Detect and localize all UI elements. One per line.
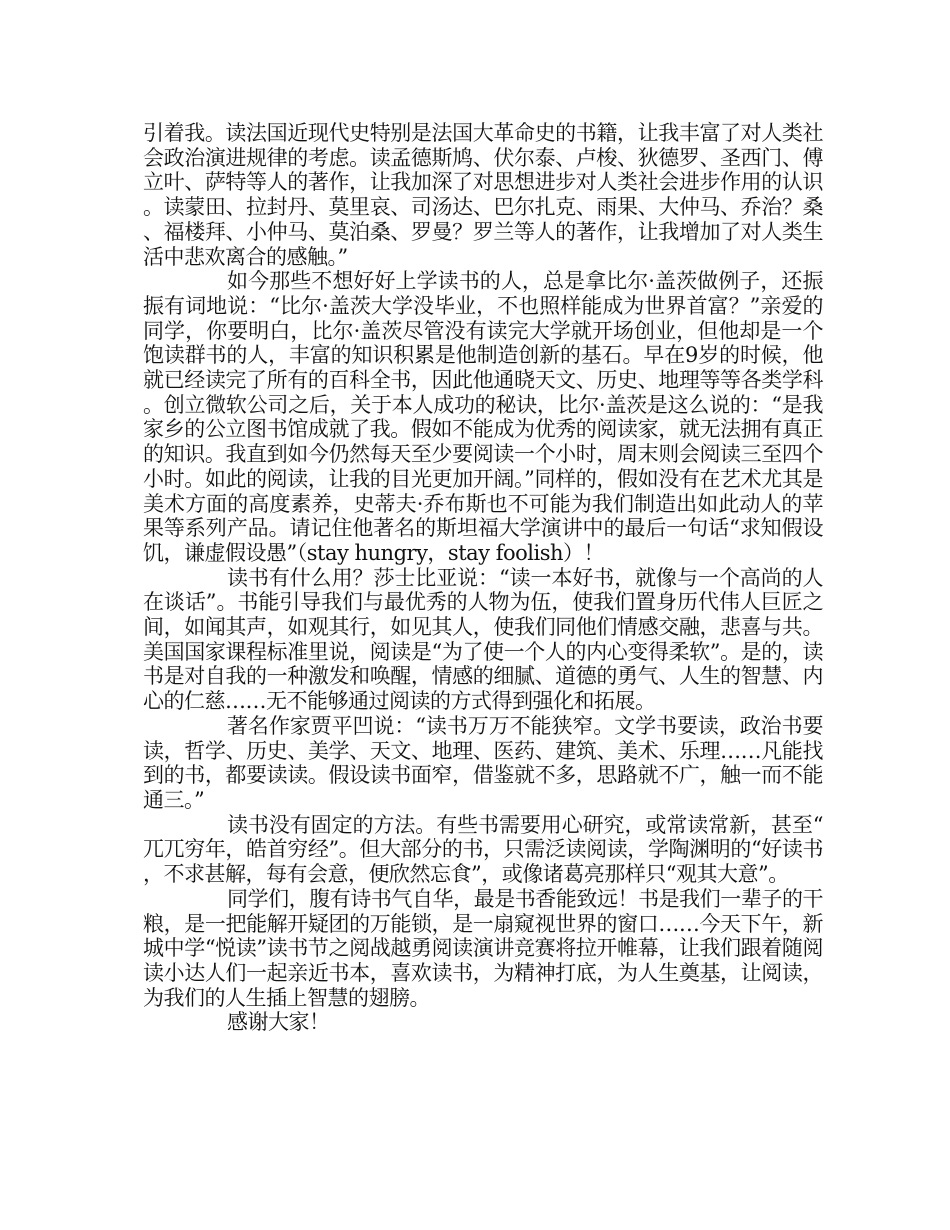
paragraph-4: 著名作家贾平凹说：“读书万万不能狭窄。文学书要读，政治书要读，哲学、历史、美学、天文、地理、医药、建筑、美术、乐理……凡能找到的书，都要读读。假设读书面窄，借鉴就不多，思路就不广，触一而不能通三。”	[143, 713, 823, 812]
paragraph-3: 读书有什么用？莎士比亚说：“读一本好书，就像与一个高尚的人在谈话”。书能引导我们与最优秀的人物为伍，使我们置身历代伟人巨匠之间，如闻其声，如观其行，如见其人，使我们同他们情感交融，悲喜与共。美国国家课程标准里说，阅读是“为了使一个人的内心变得柔软”。是的，读书是对自我的一种激发和唤醒，情感的细腻、道德的勇气、人生的智慧、内心的仁慈……无不能够通过阅读的方式得到强化和拓展。	[143, 565, 823, 714]
paragraph-5: 读书没有固定的方法。有些书需要用心研究，或常读常新，甚至“兀兀穷年，皓首穷经”。但大部分的书，只需泛读阅读，学陶渊明的“好读书，不求甚解，每有会意，便欣然忘食”，或像诸葛亮那样只“观其大意”。	[143, 812, 823, 887]
document-body	[143, 121, 823, 1035]
paragraph-2: 如今那些不想好好上学读书的人，总是拿比尔·盖茨做例子，还振振有词地说：“比尔·盖茨大学没毕业，不也照样能成为世界首富？”亲爱的同学，你要明白，比尔·盖茨尽管没有读完大学就开场创业，但他却是一个饱读群书的人，丰富的知识积累是他制造创新的基石。早在9岁的时候，他就已经读完了所有的百科全书，因此他通晓天文、历史、地理等等各类学科。创立微软公司之后，关于本人成功的秘诀，比尔·盖茨是这么说的：“是我家乡的公立图书馆成就了我。假如不能成为优秀的阅读家，就无法拥有真正的知识。我直到如今仍然每天至少要阅读一个小时，周末则会阅读三至四个小时。如此的阅读，让我的目光更加开阔。”同样的，假如没有在艺术尤其是美术方面的高度素养，史蒂夫·乔布斯也不可能为我们制造出如此动人的苹果等系列产品。请记住他著名的斯坦福大学演讲中的最后一句话“求知假设饥，谦虚假设愚”（stay hungry，stay foolish）！	[143, 269, 823, 565]
paragraph-1: 引着我。读法国近现代史特别是法国大革命史的书籍，让我丰富了对人类社会政治演进规律的考虑。读孟德斯鸠、伏尔泰、卢梭、狄德罗、圣西门、傅立叶、萨特等人的著作，让我加深了对思想进步对人类社会进步作用的认识。读蒙田、拉封丹、莫里哀、司汤达、巴尔扎克、雨果、大仲马、乔治？桑、福楼拜、小仲马、莫泊桑、罗曼？罗兰等人的著作，让我增加了对人类生活中悲欢离合的感触。”	[143, 121, 823, 269]
closing-line: 感谢大家！	[227, 1010, 330, 1035]
paragraph-6: 同学们，腹有诗书气自华，最是书香能致远！书是我们一辈子的干粮，是一把能解开疑团的万能锁，是一扇窥视世界的窗口……今天下午，新城中学“悦读”读书节之阅战越勇阅读演讲竞赛将拉开帷幕，让我们跟着随阅读小达人们一起亲近书本，喜欢读书，为精神打底，为人生奠基，让阅读，为我们的人生插上智慧的翅膀。	[143, 886, 823, 1010]
